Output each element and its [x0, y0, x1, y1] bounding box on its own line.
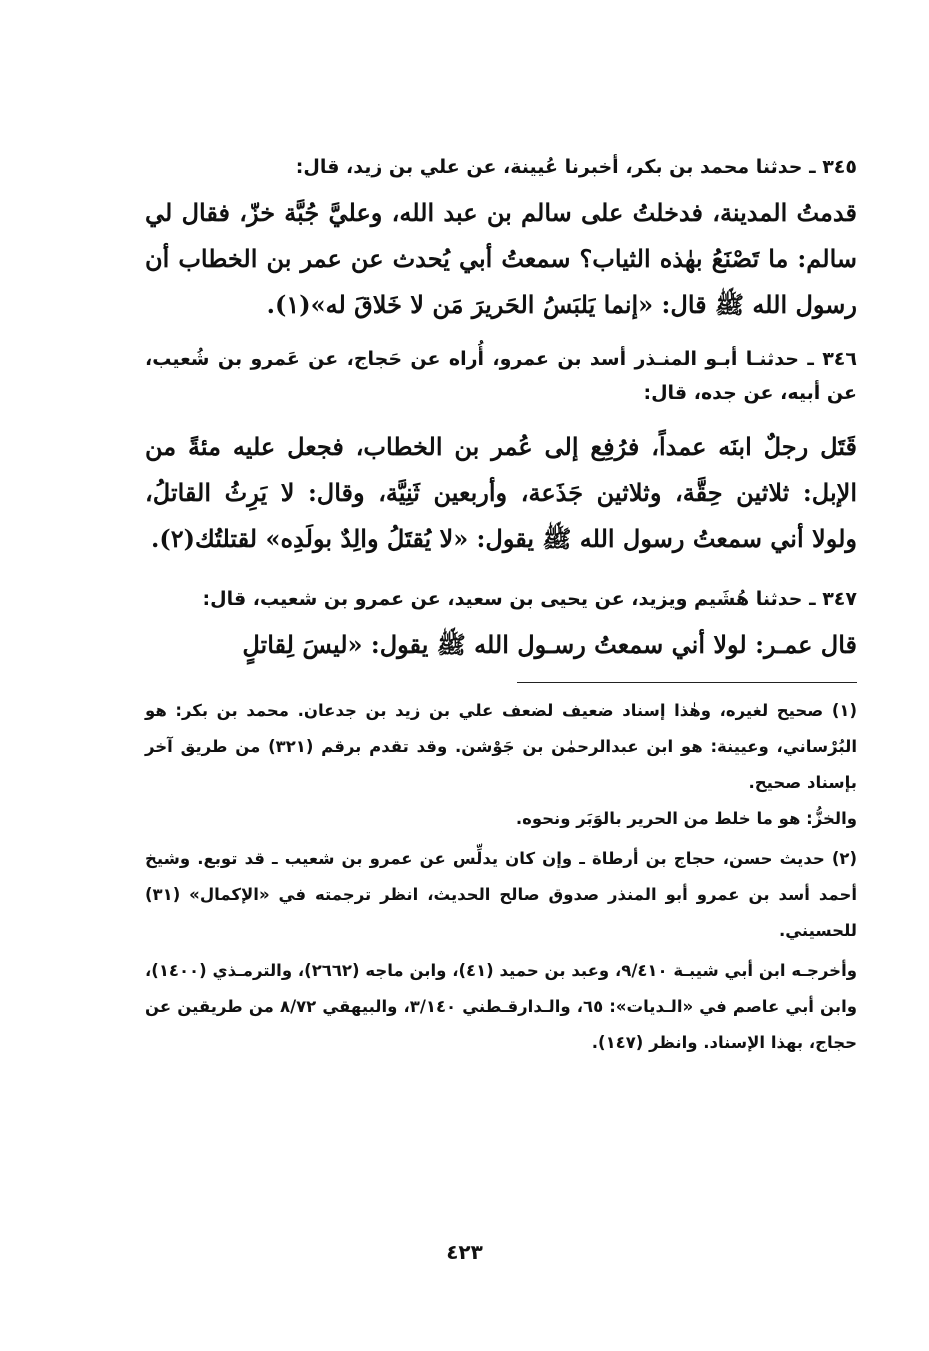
page-body: [145, 150, 857, 1061]
footnotes: [145, 693, 857, 1061]
hadith-347: [145, 582, 857, 668]
hadith-isnad: ٣٤٦ ـ حدثنـا أبـو المنـذر أسد بن عمرو، أُراه عن حَجاج، عن عَمرو بن شُعيب، عن أبيه، عن جده، قال:: [145, 348, 857, 404]
footnote-2-sources: وأخرجـه ابن أبي شيبـة ٩/٤١٠، وعبد بن حميد (٤١)، وابن ماجه (٢٦٦٢)، والترمـذي (١٤٠٠)، وابن أبي عاصم في «الـديات»: ٦٥، والـدارقـطني ٣/١٤٠، والبيهقي ٨/٧٢ من طريقين عن حجاج، بهذا الإسناد. وانظر (١٤٧).: [145, 961, 857, 1052]
hadith-matn: قَتَل رجلٌ ابنَه عمداً، فرُفِع إلى عُمر بن الخطاب، فجعل عليه مئةً من الإبل: ثلاثين حِقَّة، وثلاثين جَذَعة، وأربعين ثَنِيَّة، وقال: لا يَرِثُ القاتلُ، ولولا أني سمعتُ رسول الله ﷺ يقول: «لا يُقتَلُ والِدٌ بولَدِه» لقتلتُك(٢).: [145, 432, 857, 553]
footnote-divider: [517, 682, 857, 683]
page-number: ٤٢٣: [446, 1240, 483, 1264]
hadith-345: [145, 150, 857, 328]
footnote-1: (١) صحيح لغيره، وهٰذا إسناد ضعيف لضعف علي بن زيد بن جدعان. محمد بن بكر: هو البُرْساني، وعيينة: هو ابن عبدالرحمٰن بن جَوْشن. وقد تقدم برقم (٣٢١) من طريق آخر بإسناد صحيح.: [145, 701, 857, 792]
hadith-matn: قدمتُ المدينة، فدخلتُ على سالم بن عبد الله، وعليَّ جُبَّة خزّ، فقال لي سالم: ما تَصْنَعُ بهٰذه الثياب؟ سمعتُ أبي يُحدث عن عمر بن الخطاب أن رسول الله ﷺ قال: «إنما يَلبَسُ الحَريرَ مَن لا خَلاقَ له»(١).: [145, 198, 857, 319]
footnote-1-gloss: والخزُّ: هو ما خلط من الحرير بالوَبَر ونحوه.: [515, 809, 857, 828]
hadith-matn: قال عمـر: لولا أني سمعتُ رسـول الله ﷺ يقول: «ليسَ لِقاتلٍ: [242, 630, 857, 659]
hadith-isnad: ٣٤٧ ـ حدثنا هُشَيم ويزيد، عن يحيى بن سعيد، عن عمرو بن شعيب، قال:: [202, 588, 857, 610]
footnote-2: (٢) حديث حسن، حجاج بن أرطاة ـ وإن كان يدلِّس عن عمرو بن شعيب ـ قد توبع. وشيخ أحمد أسد بن عمرو أبو المنذر صدوق صالح الحديث، انظر ترجمته في «الإكمال» (٣١) للحسيني.: [145, 849, 857, 940]
hadith-346: [145, 342, 857, 562]
hadith-isnad: ٣٤٥ ـ حدثنا محمد بن بكر، أخبرنا عُيينة، عن علي بن زيد، قال:: [295, 156, 857, 178]
